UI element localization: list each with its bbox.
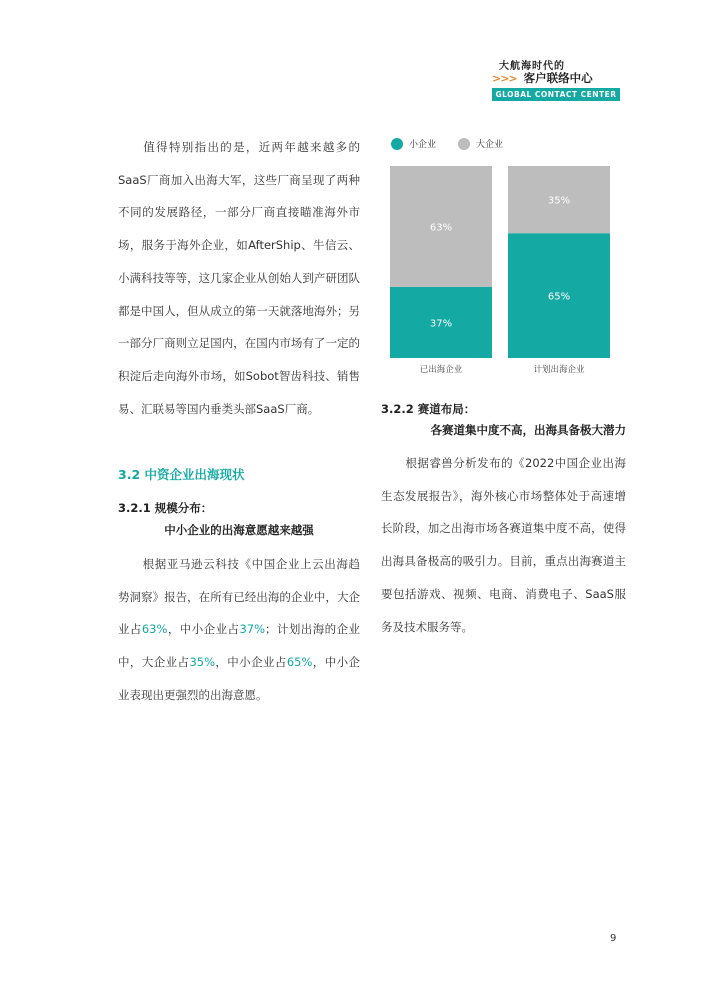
paragraph-text: 值得特别指出的是，近两年越来越多的SaaS厂商加入出海大军，这些厂商呈现了两种不同的发展路径，一部分厂商直接瞄准海外市场，服务于海外企业，如AfterShip、牛信云、小满科技等等，这几家企业从创始人到产研团队都是中国人，但从成立的第一天就落地海外；另一部分厂商则立足国内，在国内市场有了一定的积淀后走向海外市场，如Sobot智齿科技、销售易、汇联易等国内垂类头部SaaS厂商。 [118, 140, 360, 416]
highlight-value: 35% [189, 655, 215, 670]
legend-label: 小企业 [409, 140, 437, 150]
data-label: 63% [429, 222, 453, 234]
paragraph-text: ；计划出海的企业中，大企业占 [118, 622, 361, 670]
legend-label: 大企业 [476, 140, 504, 150]
highlight-value: 63% [141, 622, 168, 637]
section-title: 3.2 中资企业出海现状 [118, 467, 245, 482]
paragraph-text: ，中小企业占 [167, 622, 240, 637]
header-title-text: 客户联络中心 [523, 71, 593, 85]
highlight-value: 65% [286, 655, 313, 670]
subsection-number-2: 3.2.2 赛道布局： [381, 402, 476, 416]
subsection-title: 中小企业的出海意愿越来越强 [164, 523, 314, 537]
category-label: 已出海企业 [419, 365, 463, 375]
highlight-value: 37% [239, 622, 265, 637]
legend-item-large [458, 137, 503, 150]
header-band: GLOBAL CONTACT CENTER [492, 88, 620, 101]
subsection-title-2: 各赛道集中度不高，出海具备极大潜力 [430, 423, 626, 437]
page-number: 9 [610, 933, 617, 944]
legend-item-small [391, 137, 436, 150]
header-subtitle: 大航海时代的 [499, 61, 565, 72]
left-paragraph-2 [118, 548, 360, 712]
category-label: 计划出海企业 [533, 365, 585, 375]
subsection-number: 3.2.1 规模分布： [118, 501, 213, 515]
right-paragraph [381, 447, 626, 643]
data-label: 37% [429, 318, 453, 330]
left-paragraph-1 [118, 131, 360, 425]
chart-legend [391, 137, 525, 150]
header-title [492, 70, 622, 86]
stacked-bar-chart [384, 158, 624, 378]
paragraph-text: ，中小企业占 [215, 655, 287, 670]
data-label: 65% [547, 291, 571, 303]
chevrons-right-icon: >>> [492, 71, 517, 85]
paragraph-text: 根据睿兽分析发布的《2022中国企业出海生态发展报告》，海外核心市场整体处于高速增长阶段，加之出海市场各赛道集中度不高，使得出海具备极高的吸引力。目前，重点出海赛道主要包括游戏、视频、电商、消费电子、SaaS服务及技术服务等。 [381, 456, 626, 634]
paragraph-text: ，中小企业表现出更强烈的出海意愿。 [118, 655, 361, 702]
legend-swatch [391, 138, 403, 150]
paragraph-text: 根据亚马逊云科技《中国企业上云出海趋势洞察》报告，在所有已经出海的企业中，大企业占 [118, 557, 360, 637]
data-label: 35% [547, 195, 571, 207]
legend-swatch [458, 138, 470, 150]
